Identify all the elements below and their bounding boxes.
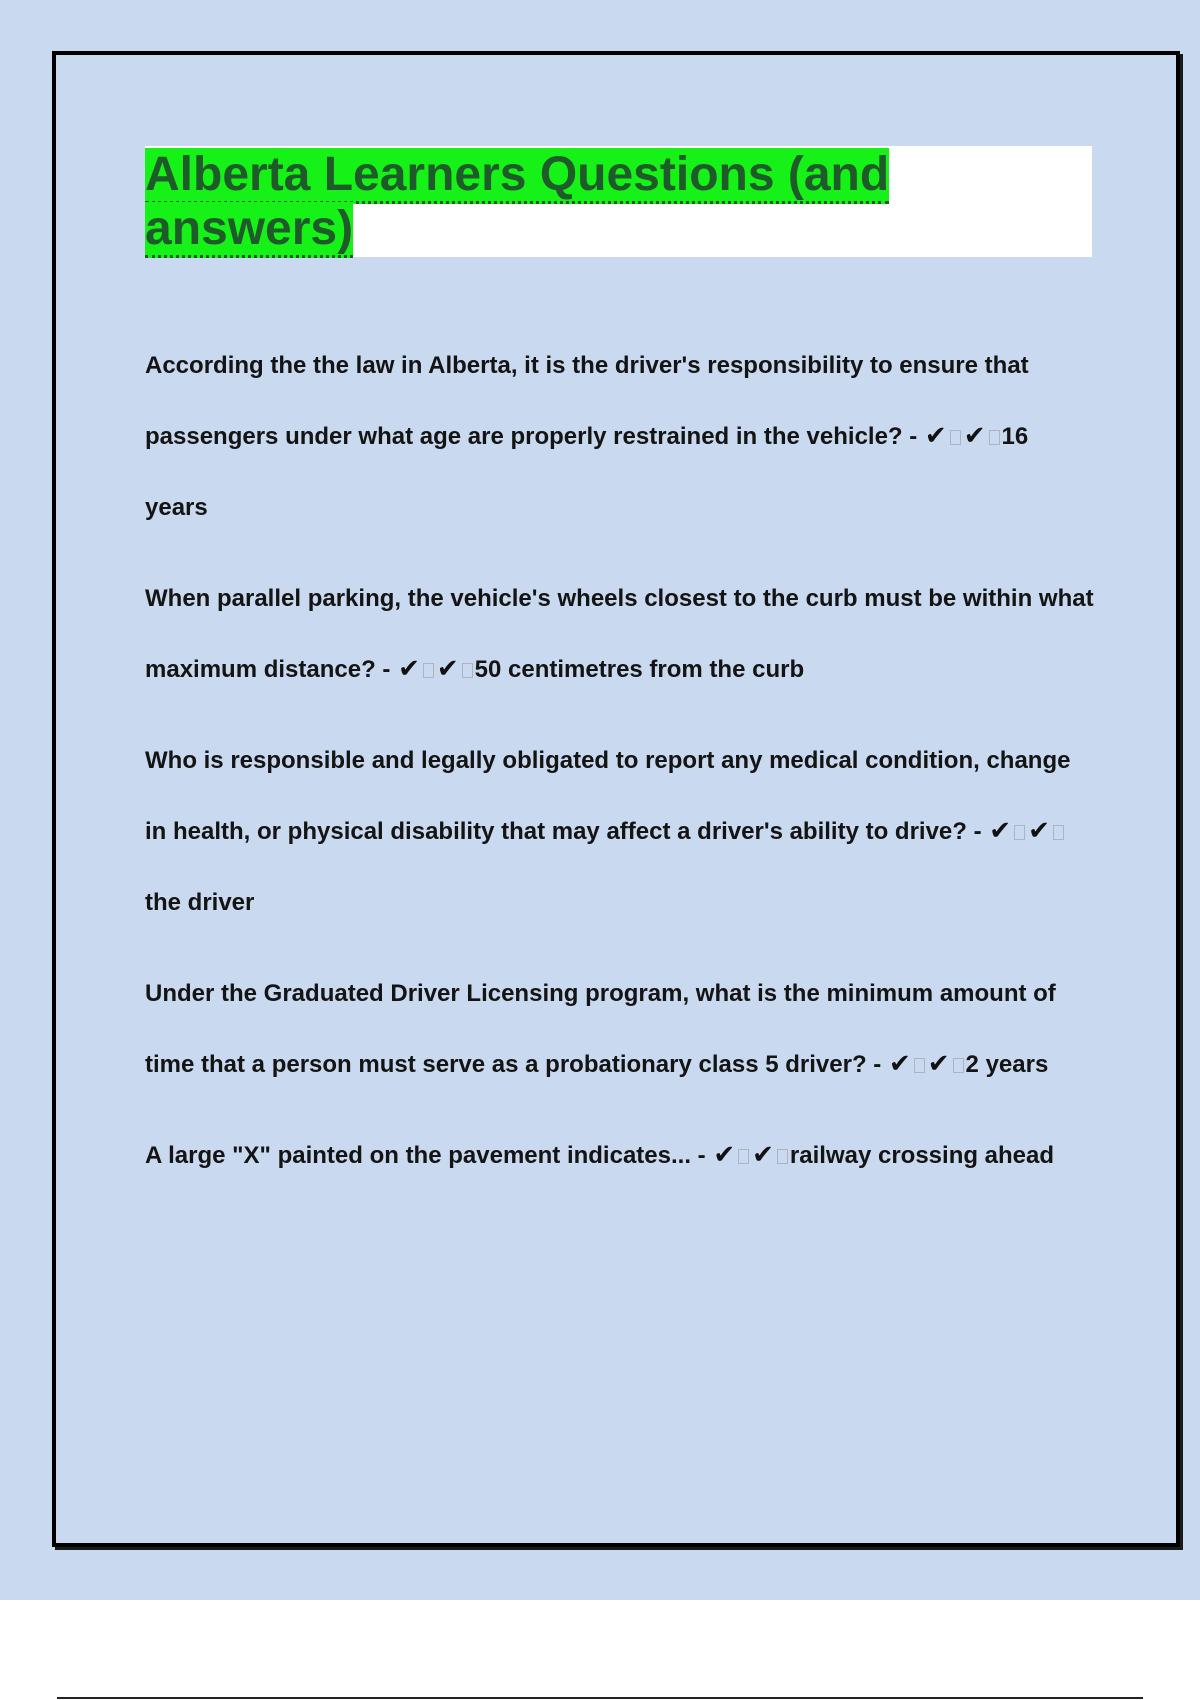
answer-separator: - — [866, 1051, 888, 1078]
check-icon: ✔ — [398, 654, 420, 684]
check-icon: ✔ — [752, 1140, 774, 1170]
box-icon — [989, 430, 1000, 445]
question-list — [145, 330, 1095, 1211]
qa-item — [145, 330, 1095, 543]
answer-text: the driver — [145, 889, 255, 916]
qa-item — [145, 563, 1095, 705]
title-highlight: Alberta Learners Questions (and answers) — [145, 148, 889, 258]
answer-separator: - — [902, 423, 924, 450]
check-icon: ✔ — [436, 654, 459, 684]
answer-text: 50 centimetres from the curb — [474, 656, 805, 683]
answer-separator: - — [375, 656, 398, 683]
question-text: A large "X" painted on the pavement indicates... — [145, 1142, 691, 1169]
box-icon — [1014, 825, 1025, 840]
qa-item — [145, 958, 1095, 1100]
qa-item — [145, 1120, 1095, 1191]
check-icon: ✔ — [713, 1140, 736, 1170]
check-icon: ✔ — [924, 421, 947, 451]
question-text: Under the Graduated Driver Licensing program, what is the minimum amount of time that a person must serve as a probationary class 5 driver? — [145, 980, 1056, 1078]
box-icon — [423, 663, 434, 678]
check-icon: ✔ — [963, 421, 986, 451]
box-icon — [777, 1149, 788, 1164]
check-icon: ✔ — [888, 1049, 911, 1079]
box-icon — [953, 1058, 964, 1073]
check-icon: ✔ — [989, 816, 1012, 846]
answer-text: 16 years — [145, 423, 1029, 521]
check-icon: ✔ — [927, 1049, 950, 1079]
answer-text: railway crossing ahead — [789, 1142, 1055, 1169]
box-icon — [738, 1149, 749, 1164]
answer-separator: - — [966, 818, 989, 845]
qa-item — [145, 725, 1095, 938]
box-icon — [914, 1058, 925, 1073]
question-text: Who is responsible and legally obligated to report any medical condition, change in health, or physical disability that may affect a driver's ability to drive? — [145, 747, 1071, 845]
answer-separator: - — [691, 1142, 713, 1169]
check-icon: ✔ — [1028, 816, 1050, 846]
document-title — [145, 148, 905, 256]
box-icon — [462, 663, 473, 678]
box-icon — [950, 430, 961, 445]
question-text: According the the law in Alberta, it is the driver's responsibility to ensure that passengers under what age are properly restrained in the vehicle? — [145, 352, 1029, 450]
footer-rule — [57, 1697, 1143, 1699]
answer-text: 2 years — [965, 1051, 1049, 1078]
box-icon — [1053, 825, 1064, 840]
question-text: When parallel parking, the vehicle's wheels closest to the curb must be within what maximum distance? — [145, 585, 1094, 683]
